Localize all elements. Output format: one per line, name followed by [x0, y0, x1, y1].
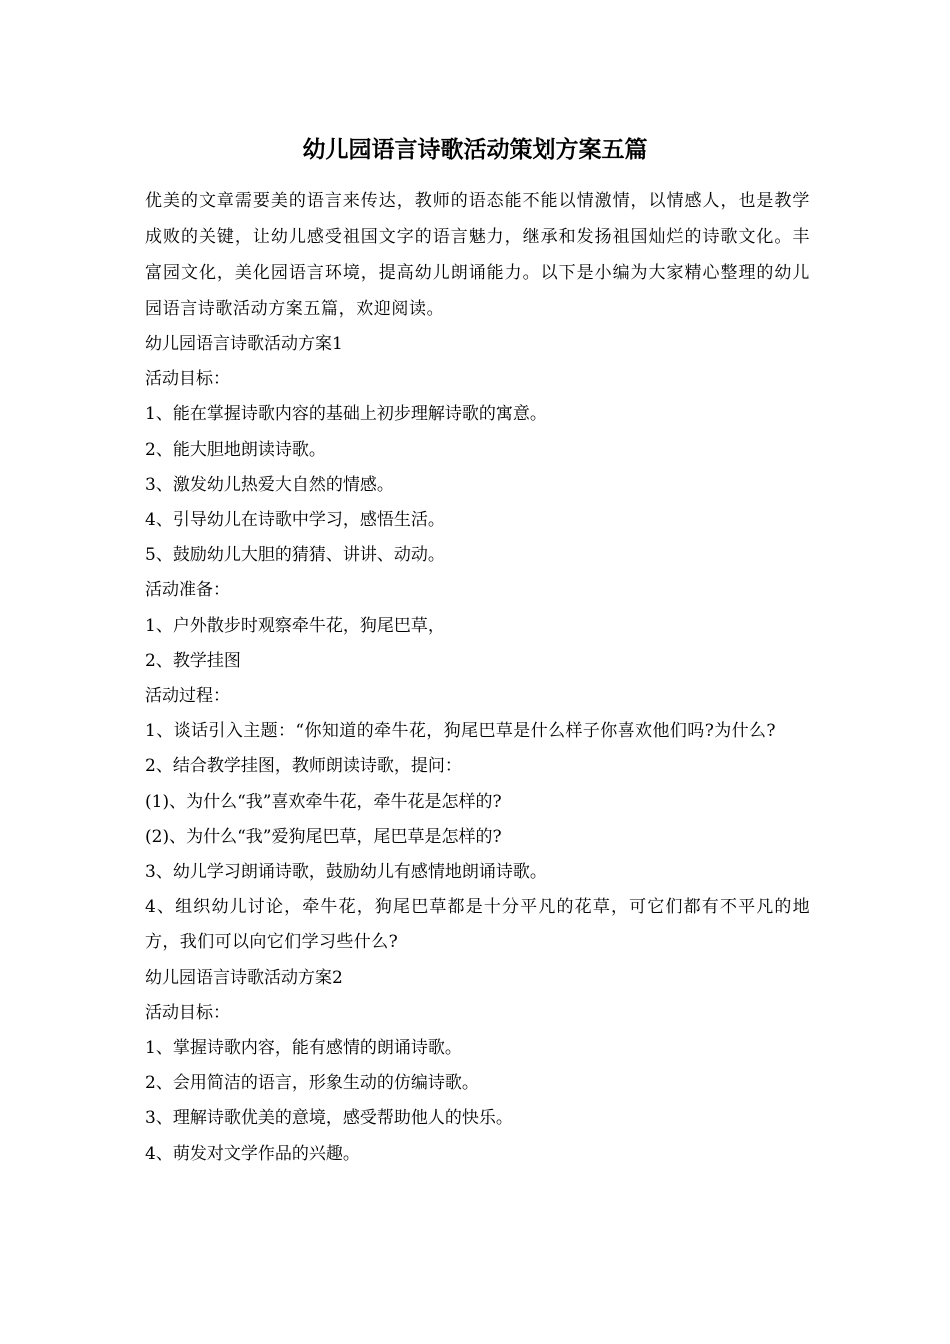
document-title: 幼儿园语言诗歌活动策划方案五篇 [302, 136, 648, 163]
plan1-goal-item: 2、能大胆地朗读诗歌。 [145, 439, 326, 460]
plan1-process-item: (1)、为什么“我”喜欢牵牛花，牵牛花是怎样的? [145, 791, 502, 812]
plan1-process-item: (2)、为什么“我”爱狗尾巴草，尾巴草是怎样的? [145, 826, 502, 847]
plan1-process-label: 活动过程： [145, 686, 230, 707]
plan1-goals-label: 活动目标： [145, 369, 230, 390]
plan1-process-item: 2、结合教学挂图，教师朗读诗歌，提问： [145, 756, 462, 777]
plan1-goal-item: 5、鼓励幼儿大胆的猜猜、讲讲、动动。 [145, 545, 445, 566]
plan2-goal-item: 2、会用简洁的语言，形象生动的仿编诗歌。 [145, 1073, 479, 1094]
plan1-goal-item: 1、能在掌握诗歌内容的基础上初步理解诗歌的寓意。 [145, 404, 547, 425]
intro-paragraph: 优美的文章需要美的语言来传达，教师的语态能不能以情激情，以情感人，也是教学成败的关键，让幼儿感受祖国文字的语言魅力，继承和发扬祖国灿烂的诗歌文化。丰富园文化，美化园语言环境，提高幼儿朗诵能力。以下是小编为大家精心整理的幼儿园语言诗歌活动方案五篇，欢迎阅读。 [145, 191, 810, 319]
plan1-heading: 幼儿园语言诗歌活动方案1 [145, 334, 343, 354]
plan2-goal-item: 3、理解诗歌优美的意境，感受帮助他人的快乐。 [145, 1108, 513, 1129]
plan1-process-item: 4、组织幼儿讨论，牵牛花，狗尾巴草都是十分平凡的花草，可它们都有不平凡的地方，我们可以向它们学习些什么? [145, 897, 810, 953]
document-body [145, 183, 810, 1172]
plan1-prep-item: 1、户外散步时观察牵牛花，狗尾巴草， [145, 615, 445, 636]
plan1-goal-item: 3、激发幼儿热爱大自然的情感。 [145, 474, 394, 495]
plan1-goal-item: 4、引导幼儿在诗歌中学习，感悟生活。 [145, 510, 445, 531]
plan1-prep-label: 活动准备： [145, 580, 230, 601]
plan2-goal-item: 4、萌发对文学作品的兴趣。 [145, 1143, 360, 1164]
plan2-goal-item: 1、掌握诗歌内容，能有感情的朗诵诗歌。 [145, 1038, 462, 1059]
plan1-process-item: 1、谈话引入主题：“你知道的牵牛花，狗尾巴草是什么样子你喜欢他们吗?为什么? [145, 721, 776, 742]
plan1-prep-item: 2、教学挂图 [145, 650, 241, 671]
plan1-process-item: 3、幼儿学习朗诵诗歌，鼓励幼儿有感情地朗诵诗歌。 [145, 862, 547, 883]
plan2-heading: 幼儿园语言诗歌活动方案2 [145, 967, 343, 988]
plan2-goals-label: 活动目标： [145, 1002, 230, 1023]
